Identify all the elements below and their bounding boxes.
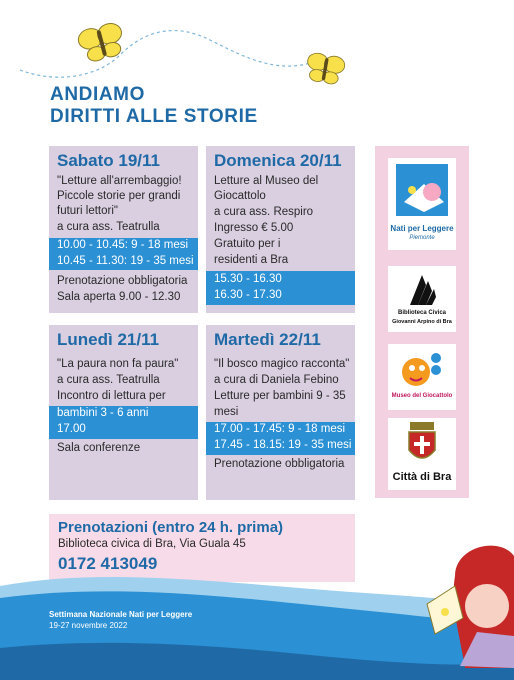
schedule-highlight — [206, 422, 355, 455]
event-line: Ingresso € 5.00 — [214, 222, 294, 234]
event-date: Sabato 19/11 — [57, 151, 161, 170]
schedule-highlight — [49, 406, 198, 439]
booking-title: Prenotazioni (entro 24 h. prima) — [58, 519, 284, 536]
schedule-slot: bambini 3 - 6 anni — [57, 407, 149, 419]
city-crest-icon — [405, 422, 439, 466]
schedule-slot: 17.00 - 17.45: 9 - 18 mesi — [214, 423, 346, 435]
butterfly-icon — [76, 21, 127, 64]
event-card-monday — [49, 325, 198, 500]
schedule-slot: 10.00 - 10.45: 9 - 18 mesi — [57, 239, 189, 251]
logo-nati-per-leggere — [388, 158, 456, 250]
event-line: Letture al Museo del — [214, 175, 319, 187]
event-line: Letture per bambini 9 - 35 — [214, 390, 346, 402]
event-line: residenti a Bra — [214, 254, 289, 266]
event-card-sunday — [206, 146, 355, 313]
event-line: Piccole storie per grandi — [57, 190, 181, 202]
schedule-slot: 15.30 - 16.30 — [214, 273, 282, 285]
event-line: a cura ass. Respiro — [214, 206, 314, 218]
booking-address: Biblioteca civica di Bra, Via Guala 45 — [58, 538, 246, 550]
event-date: Domenica 20/11 — [214, 151, 342, 170]
event-line: Sala conferenze — [57, 442, 141, 454]
sponsor-logos — [375, 146, 469, 498]
schedule-slot: 17.00 — [57, 423, 86, 435]
event-line: Incontro di lettura per — [57, 390, 166, 402]
event-line: Prenotazione obbligatoria — [214, 458, 345, 470]
event-line: "Letture all'arrembaggio! — [57, 175, 182, 187]
event-card-saturday — [49, 146, 198, 313]
page-title-line2: DIRITTI ALLE STORIE — [50, 106, 258, 127]
event-line: futuri lettori" — [57, 205, 118, 217]
event-line: "Il bosco magico racconta" — [214, 358, 350, 370]
event-line: a cura di Daniela Febino — [214, 374, 339, 386]
event-line: a cura ass. Teatrulla — [57, 221, 160, 233]
event-line: Gratuito per i — [214, 238, 281, 250]
event-date: Martedì 22/11 — [214, 330, 321, 349]
logo-label: Giovanni Arpino di Bra — [392, 319, 452, 325]
logo-label: Museo del Giocattolo — [391, 393, 453, 399]
reading-child-icon — [394, 162, 450, 222]
page-title-line1: ANDIAMO — [50, 84, 145, 105]
toy-figure-icon — [398, 348, 446, 392]
schedule-slot: 10.45 - 11.30: 19 - 35 mesi — [57, 255, 194, 267]
logo-label: Biblioteca Civica — [397, 310, 447, 316]
event-line: mesi — [214, 406, 239, 418]
event-card-tuesday — [206, 325, 355, 500]
schedule-slot: 17.45 - 18.15: 19 - 35 mesi — [214, 439, 352, 451]
library-emblem-icon — [406, 271, 438, 307]
event-date: Lunedì 21/11 — [57, 330, 160, 349]
logo-citta-di-bra — [388, 418, 456, 490]
schedule-highlight — [206, 271, 355, 305]
logo-label: Città di Bra — [392, 471, 452, 483]
booking-phone: 0172 413049 — [58, 554, 158, 573]
logo-label: Piemonte — [409, 235, 435, 241]
logo-museo-giocattolo — [388, 344, 456, 410]
event-line: Giocattolo — [214, 190, 266, 202]
footer-line2: 19-27 novembre 2022 — [49, 621, 128, 630]
event-line: Sala aperta 9.00 - 12.30 — [57, 291, 181, 303]
event-line: Prenotazione obbligatoria — [57, 275, 188, 287]
logo-biblioteca — [388, 266, 456, 332]
reading-girl-illustration — [405, 536, 514, 668]
event-line: a cura ass. Teatrulla — [57, 374, 160, 386]
logo-label: Nati per Leggere — [390, 224, 454, 233]
footer-line1: Settimana Nazionale Nati per Leggere — [49, 610, 193, 619]
event-line: "La paura non fa paura" — [57, 358, 179, 370]
schedule-slot: 16.30 - 17.30 — [214, 289, 282, 301]
butterfly-icon — [304, 52, 346, 86]
schedule-highlight — [49, 238, 198, 270]
